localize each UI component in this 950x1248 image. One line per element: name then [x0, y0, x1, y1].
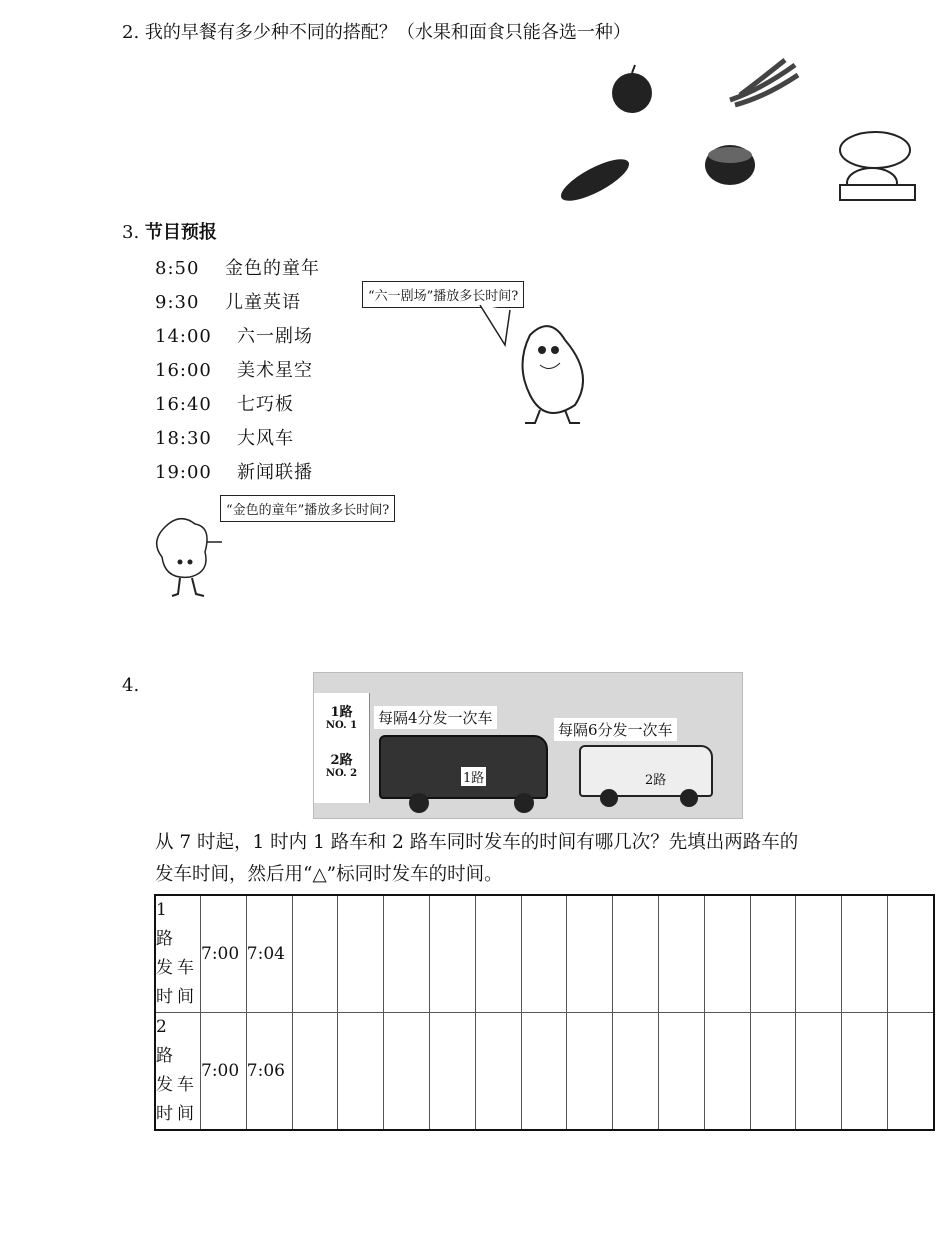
- program-time: 16:40: [155, 394, 212, 415]
- program-name: 金色的童年: [225, 258, 320, 279]
- time-cell[interactable]: [613, 895, 659, 1013]
- time-cell[interactable]: [384, 1013, 430, 1131]
- time-cell[interactable]: [338, 1013, 384, 1131]
- time-cell[interactable]: [842, 1013, 888, 1131]
- sign-route-1: 1路: [330, 705, 353, 720]
- speech-bubble-cabbage: “金色的童年”播放多长时间?: [220, 495, 395, 522]
- question-4-text-line1: 从 7 时起，1 时内 1 路车和 2 路车同时发车的时间有哪几次？先填出两路车的: [155, 832, 799, 853]
- table-row: [155, 1013, 934, 1131]
- row-label: 2 路 发车 时间: [155, 1013, 201, 1131]
- time-cell[interactable]: 7:04: [246, 895, 292, 1013]
- apple-icon: [612, 65, 652, 113]
- program-item: [155, 254, 320, 280]
- noodle-bowl-icon: [705, 145, 755, 185]
- question-number: 3.: [122, 222, 140, 243]
- bus1-label: 1路: [461, 767, 486, 786]
- program-time: 14:00: [155, 326, 212, 347]
- time-cell[interactable]: [475, 1013, 521, 1131]
- time-cell[interactable]: [704, 1013, 750, 1131]
- time-cell[interactable]: [796, 895, 842, 1013]
- bread-icon: [560, 152, 634, 209]
- speech-bubble-eggplant: “六一剧场”播放多长时间?: [362, 281, 524, 308]
- program-name: 美术星空: [237, 360, 313, 381]
- program-name: 六一剧场: [237, 326, 313, 347]
- bus-picture: [313, 672, 743, 819]
- time-cell[interactable]: [292, 895, 338, 1013]
- time-cell[interactable]: [429, 895, 475, 1013]
- eggplant-character-icon: [470, 305, 610, 430]
- time-cell[interactable]: [292, 1013, 338, 1131]
- question-text: 我的早餐有多少种不同的搭配？（水果和面食只能各选一种）: [144, 22, 631, 43]
- question-4-number: 4.: [122, 675, 140, 696]
- steamed-bun-icon: [840, 132, 915, 200]
- time-cell[interactable]: [658, 895, 704, 1013]
- row-label: 1 路 发车 时间: [155, 895, 201, 1013]
- program-time: 19:00: [155, 462, 212, 483]
- bus2-label: 2路: [645, 773, 667, 788]
- program-name: 儿童英语: [225, 292, 301, 313]
- time-cell[interactable]: [384, 895, 430, 1013]
- program-item: [155, 356, 313, 382]
- program-item: [155, 458, 313, 484]
- time-cell[interactable]: [887, 895, 933, 1013]
- time-cell[interactable]: [887, 1013, 933, 1131]
- program-item: [155, 390, 294, 416]
- program-time: 16:00: [155, 360, 212, 381]
- program-name: 七巧板: [237, 394, 294, 415]
- time-cell[interactable]: [521, 895, 567, 1013]
- program-time: 9:30: [155, 292, 200, 313]
- program-name: 新闻联播: [237, 462, 313, 483]
- time-cell[interactable]: [796, 1013, 842, 1131]
- question-number: 2.: [122, 22, 140, 43]
- program-time: 8:50: [155, 258, 200, 279]
- time-cell[interactable]: [429, 1013, 475, 1131]
- bus2-note: 每隔6分发一次车: [554, 718, 677, 741]
- program-item: [155, 322, 313, 348]
- program-item: [155, 288, 301, 314]
- bus-wheels-icon: [314, 673, 742, 818]
- sign-route-1-no: NO. 1: [325, 720, 358, 731]
- time-cell[interactable]: 7:00: [201, 895, 247, 1013]
- time-cell[interactable]: 7:00: [201, 1013, 247, 1131]
- question-2: [122, 18, 631, 44]
- time-cell[interactable]: [521, 1013, 567, 1131]
- question-3: [122, 218, 217, 244]
- program-time: 18:30: [155, 428, 212, 449]
- program-name: 大风车: [237, 428, 294, 449]
- time-cell[interactable]: [567, 895, 613, 1013]
- program-item: [155, 424, 294, 450]
- question-4-text-line2: 发车时间，然后用“△”标同时发车的时间。: [155, 864, 503, 885]
- sign-route-2: 2路: [330, 753, 353, 768]
- time-cell[interactable]: [658, 1013, 704, 1131]
- time-cell[interactable]: [567, 1013, 613, 1131]
- cabbage-character-icon: [150, 512, 230, 600]
- time-cell[interactable]: [704, 895, 750, 1013]
- breakfast-foods-illustration: [560, 55, 930, 215]
- time-cell[interactable]: [842, 895, 888, 1013]
- time-cell[interactable]: [338, 895, 384, 1013]
- sign-route-2-no: NO. 2: [325, 768, 358, 779]
- table-row: [155, 895, 934, 1013]
- section-title: 节目预报: [144, 222, 217, 243]
- time-cell[interactable]: [750, 1013, 796, 1131]
- time-cell[interactable]: 7:06: [246, 1013, 292, 1131]
- departure-time-table: [154, 894, 935, 1131]
- time-cell[interactable]: [750, 895, 796, 1013]
- bus1-note: 每隔4分发一次车: [374, 706, 497, 729]
- time-cell[interactable]: [613, 1013, 659, 1131]
- time-cell[interactable]: [475, 895, 521, 1013]
- banana-icon: [730, 60, 798, 105]
